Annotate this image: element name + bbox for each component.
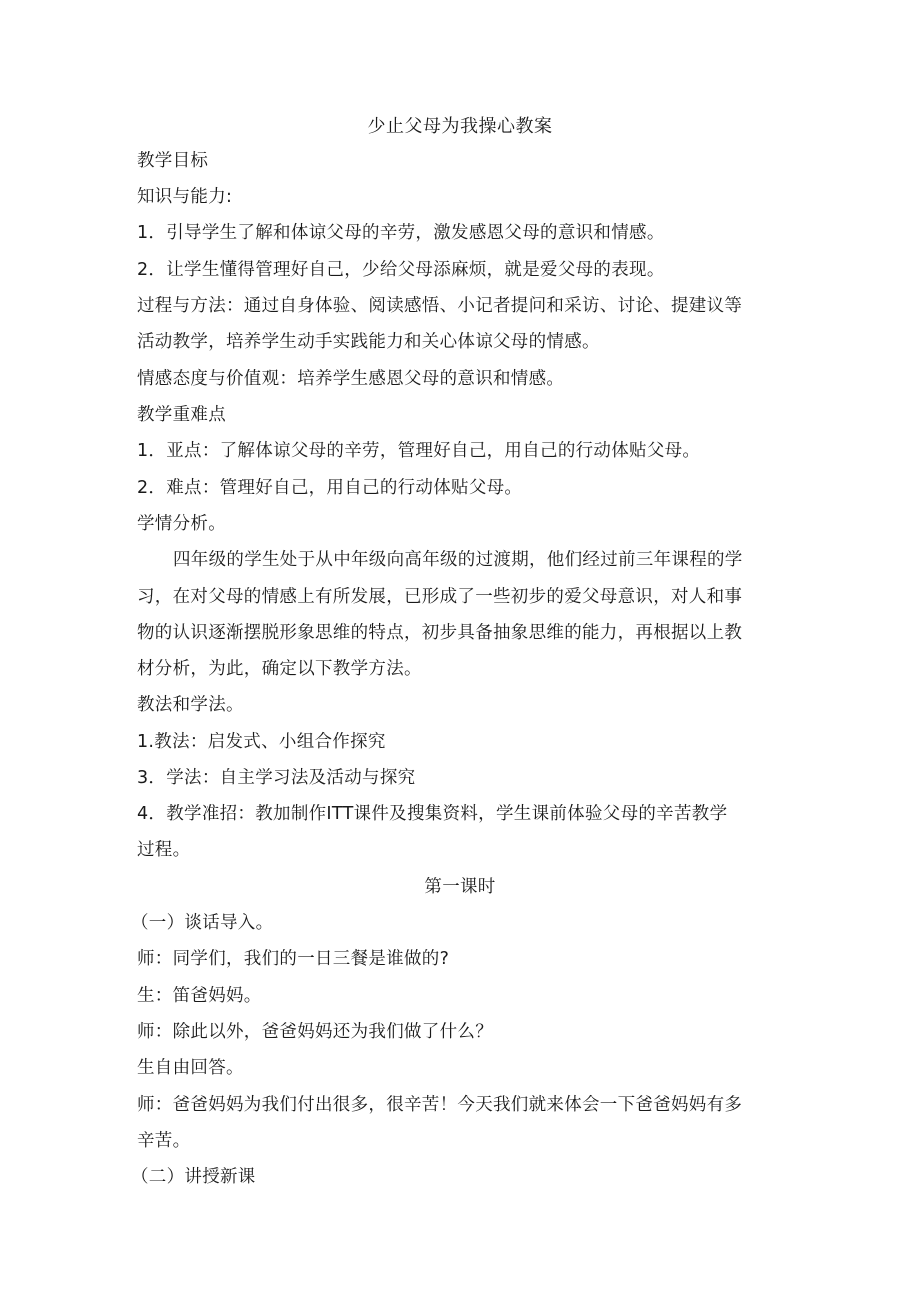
heading-key-difficulties: 教学重难点 bbox=[137, 405, 226, 425]
goal-item-1: 1．引导学生了解和体谅父母的辛劳，激发感恩父母的意识和情感。 bbox=[137, 223, 665, 243]
emotion-attitude-line: 情感态度与价值观：培养学生感恩父母的意识和情感。 bbox=[137, 369, 565, 389]
section-new-lesson: （二）讲授新课 bbox=[131, 1167, 256, 1187]
process-method-line-2: 活动教学，培养学生动手实践能力和关心体谅父母的情感。 bbox=[137, 332, 600, 352]
section-intro-talk: （一）谈话导入。 bbox=[131, 913, 274, 933]
dialogue-student-1: 生：笛爸妈妈。 bbox=[137, 986, 262, 1006]
dialogue-teacher-1: 师：同学们，我们的一日三餐是谁做的? bbox=[137, 949, 450, 969]
heading-student-analysis: 学情分析。 bbox=[137, 514, 226, 534]
document-title: 少止父母为我操心教案 bbox=[367, 116, 553, 137]
difficulty-item: 2．难点：管理好自己，用自己的行动体贴父母。 bbox=[137, 478, 523, 498]
dialogue-teacher-3-line-2: 辛苦。 bbox=[137, 1131, 191, 1151]
method-item-1: 1.教法：启发式、小组合作探究 bbox=[137, 732, 386, 752]
dialogue-teacher-2: 师：除此以外，爸爸妈妈还为我们做了什么？ bbox=[137, 1022, 493, 1042]
key-point-item: 1．亚点：了解体谅父母的辛劳，管理好自己，用自己的行动体贴父母。 bbox=[137, 441, 701, 461]
heading-teaching-methods: 教法和学法。 bbox=[137, 695, 244, 715]
analysis-line-3: 物的认识逐渐摆脱形象思维的特点，初步具备抽象思维的能力，再根据以上教 bbox=[137, 623, 743, 643]
dialogue-teacher-3-line-1: 师：爸爸妈妈为我们付出很多，很辛苦！今天我们就来体会一下爸爸妈妈有多 bbox=[137, 1095, 743, 1115]
process-method-line-1: 过程与方法：通过自身体验、阅读感悟、小记者提问和采访、讨论、提建议等 bbox=[137, 296, 743, 316]
analysis-line-1: 四年级的学生处于从中年级向高年级的过渡期，他们经过前三年课程的学 bbox=[173, 550, 743, 570]
analysis-line-4: 材分析，为此，确定以下教学方法。 bbox=[137, 659, 422, 679]
method-item-4-line-1: 4．教学准招：教加制作ITT课件及搜集资料，学生课前体验父母的辛苦教学 bbox=[137, 804, 728, 824]
analysis-line-2: 习，在对父母的情感上有所发展，已形成了一些初步的爱父母意识，对人和事 bbox=[137, 587, 743, 607]
dialogue-student-2: 生自由回答。 bbox=[137, 1058, 244, 1078]
method-item-3: 3．学法：自主学习法及活动与探究 bbox=[137, 768, 416, 788]
goal-item-2: 2．让学生懂得管理好自己，少给父母添麻烦，就是爱父母的表现。 bbox=[137, 260, 665, 280]
method-item-4-line-2: 过程。 bbox=[137, 840, 191, 860]
subheading-knowledge-ability: 知识与能力: bbox=[137, 187, 233, 207]
heading-first-lesson: 第一课时 bbox=[424, 877, 496, 897]
heading-teaching-goals: 教学目标 bbox=[137, 151, 209, 171]
